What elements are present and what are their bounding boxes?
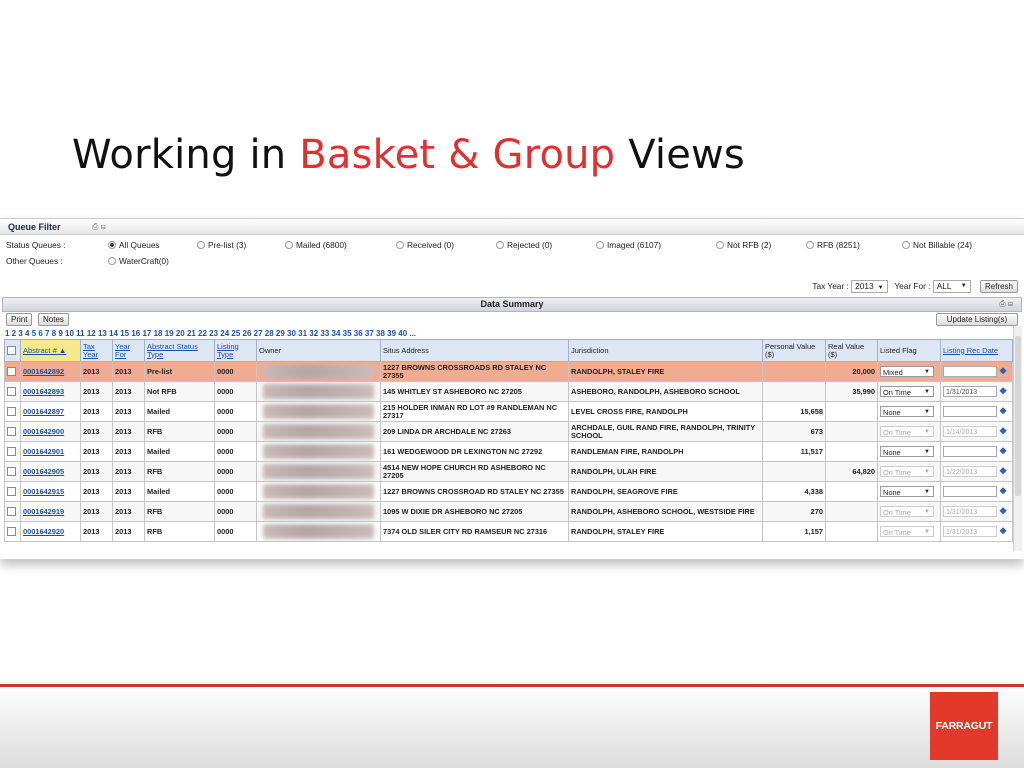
listing-type-cell: 0000 bbox=[215, 422, 257, 442]
chevron-down-icon: ▼ bbox=[924, 389, 930, 395]
redacted-owner bbox=[263, 484, 374, 499]
data-summary-header bbox=[2, 297, 1022, 312]
col-tax-year[interactable]: Tax Year bbox=[81, 340, 113, 362]
col-listing-rec-date[interactable]: Listing Rec Date bbox=[941, 340, 1013, 362]
radio-pre-list[interactable]: Pre-list (3) bbox=[197, 239, 246, 251]
owner-cell bbox=[257, 522, 381, 542]
year-for-cell: 2013 bbox=[113, 402, 145, 422]
checkbox-icon[interactable] bbox=[7, 407, 16, 416]
listed-flag-select[interactable]: Mixed ▼ bbox=[880, 366, 934, 377]
listed-flag-select[interactable]: None ▼ bbox=[880, 486, 934, 497]
radio-not-rfb[interactable]: Not RFB (2) bbox=[716, 239, 771, 251]
jurisdiction-cell: RANDLEMAN FIRE, RANDOLPH bbox=[569, 442, 763, 462]
radio-rejected[interactable]: Rejected (0) bbox=[496, 239, 552, 251]
listed-flag-cell bbox=[878, 362, 941, 382]
chevron-down-icon: ▼ bbox=[924, 409, 930, 415]
listing-type-cell: 0000 bbox=[215, 442, 257, 462]
calendar-icon[interactable]: ❖ bbox=[999, 486, 1008, 496]
radio-all-queues[interactable]: All Queues bbox=[108, 239, 160, 251]
radio-icon[interactable] bbox=[806, 241, 814, 249]
table-row[interactable] bbox=[5, 462, 1013, 482]
calendar-icon[interactable]: ❖ bbox=[999, 386, 1008, 396]
row-select-cell[interactable] bbox=[5, 382, 21, 402]
redacted-owner bbox=[263, 364, 374, 379]
update-listings-button[interactable]: Update Listing(s) bbox=[936, 313, 1018, 326]
other-queues-label: Other Queues : bbox=[6, 256, 63, 266]
checkbox-icon[interactable] bbox=[7, 527, 16, 536]
personal-value-cell bbox=[763, 382, 826, 402]
listing-type-cell: 0000 bbox=[215, 402, 257, 422]
year-for-select[interactable]: ALL ▼ bbox=[933, 280, 971, 293]
real-value-cell bbox=[826, 422, 878, 442]
address-cell: 209 LINDA DR ARCHDALE NC 27263 bbox=[381, 422, 569, 442]
rec-date-cell bbox=[941, 422, 1013, 442]
chevron-down-icon: ▼ bbox=[924, 489, 930, 495]
checkbox-icon[interactable] bbox=[7, 467, 16, 476]
footer-red-line bbox=[0, 684, 1024, 687]
rec-date-input[interactable]: 1/14/2013 bbox=[943, 426, 997, 437]
listed-flag-select[interactable]: None ▼ bbox=[880, 406, 934, 417]
queue-filter-title: Queue Filter bbox=[8, 222, 61, 232]
col-year-for[interactable]: Year For bbox=[113, 340, 145, 362]
col-status-type[interactable]: Abstract Status Type bbox=[145, 340, 215, 362]
col-listing-type[interactable]: Listing Type bbox=[215, 340, 257, 362]
radio-watercraft[interactable]: WaterCraft(0) bbox=[108, 255, 169, 267]
year-for-cell: 2013 bbox=[113, 382, 145, 402]
personal-value-cell: 15,658 bbox=[763, 402, 826, 422]
table-row[interactable] bbox=[5, 362, 1013, 382]
data-summary-table bbox=[4, 339, 1013, 542]
year-for-cell: 2013 bbox=[113, 462, 145, 482]
abstract-link[interactable]: 0001642915 bbox=[21, 482, 81, 502]
rec-date-cell bbox=[941, 442, 1013, 462]
rec-date-cell bbox=[941, 402, 1013, 422]
calendar-icon[interactable]: ❖ bbox=[999, 506, 1008, 516]
year-for-cell: 2013 bbox=[113, 362, 145, 382]
row-select-cell[interactable] bbox=[5, 422, 21, 442]
radio-not-billable[interactable]: Not Billable (24) bbox=[902, 239, 972, 251]
chevron-down-icon: ▼ bbox=[924, 449, 930, 455]
rec-date-cell bbox=[941, 502, 1013, 522]
radio-icon[interactable] bbox=[285, 241, 293, 249]
real-value-cell: 64,820 bbox=[826, 462, 878, 482]
real-value-cell: 20,000 bbox=[826, 362, 878, 382]
slide-title bbox=[72, 132, 745, 178]
row-select-cell[interactable] bbox=[5, 502, 21, 522]
personal-value-cell: 11,517 bbox=[763, 442, 826, 462]
personal-value-cell: 1,157 bbox=[763, 522, 826, 542]
listed-flag-cell bbox=[878, 442, 941, 462]
jurisdiction-cell: RANDOLPH, STALEY FIRE bbox=[569, 522, 763, 542]
rec-date-input[interactable] bbox=[943, 406, 997, 417]
radio-icon[interactable] bbox=[396, 241, 404, 249]
address-cell: 7374 OLD SILER CITY RD RAMSEUR NC 27316 bbox=[381, 522, 569, 542]
real-value-cell bbox=[826, 482, 878, 502]
status-cell: Pre-list bbox=[145, 362, 215, 382]
row-select-cell[interactable] bbox=[5, 482, 21, 502]
tax-year-cell: 2013 bbox=[81, 422, 113, 442]
listing-type-cell: 0000 bbox=[215, 382, 257, 402]
listed-flag-select[interactable]: On Time ▼ bbox=[880, 506, 934, 517]
tax-year-cell: 2013 bbox=[81, 502, 113, 522]
tax-year-cell: 2013 bbox=[81, 442, 113, 462]
rec-date-cell bbox=[941, 462, 1013, 482]
radio-icon[interactable] bbox=[197, 241, 205, 249]
personal-value-cell bbox=[763, 462, 826, 482]
rec-date-cell bbox=[941, 482, 1013, 502]
personal-value-cell: 270 bbox=[763, 502, 826, 522]
abstract-link[interactable]: 0001642920 bbox=[21, 522, 81, 542]
tax-year-select[interactable]: 2013 ▼ bbox=[851, 280, 887, 293]
redacted-owner bbox=[263, 424, 374, 439]
listing-type-cell: 0000 bbox=[215, 362, 257, 382]
abstract-link[interactable]: 0001642919 bbox=[21, 502, 81, 522]
rec-date-cell bbox=[941, 382, 1013, 402]
calendar-icon[interactable]: ❖ bbox=[999, 366, 1008, 376]
listing-type-cell: 0000 bbox=[215, 482, 257, 502]
farragut-logo: FARRAGUT bbox=[930, 692, 998, 760]
rec-date-input[interactable]: 1/31/2013 bbox=[943, 386, 997, 397]
sort-asc-icon: ▲ bbox=[58, 345, 67, 355]
chevron-down-icon: ▼ bbox=[924, 529, 930, 535]
status-cell: Not RFB bbox=[145, 382, 215, 402]
real-value-cell bbox=[826, 402, 878, 422]
status-cell: Mailed bbox=[145, 482, 215, 502]
tax-year-cell: 2013 bbox=[81, 482, 113, 502]
abstract-link[interactable]: 0001642901 bbox=[21, 442, 81, 462]
address-cell: 161 WEDGEWOOD DR LEXINGTON NC 27292 bbox=[381, 442, 569, 462]
table-row[interactable] bbox=[5, 402, 1013, 422]
radio-icon[interactable] bbox=[108, 241, 116, 249]
chevron-down-icon: ▼ bbox=[924, 509, 930, 515]
tax-year-cell: 2013 bbox=[81, 382, 113, 402]
checkbox-icon[interactable] bbox=[7, 387, 16, 396]
queue-filter-header bbox=[0, 219, 1024, 235]
rec-date-input[interactable]: 1/22/2013 bbox=[943, 466, 997, 477]
jurisdiction-cell: RANDOLPH, STALEY FIRE bbox=[569, 362, 763, 382]
checkbox-icon[interactable] bbox=[7, 367, 16, 376]
table-row[interactable] bbox=[5, 382, 1013, 402]
summary-toolbar bbox=[2, 312, 1022, 326]
year-for-cell: 2013 bbox=[113, 422, 145, 442]
status-cell: RFB bbox=[145, 462, 215, 482]
tax-year-cell: 2013 bbox=[81, 402, 113, 422]
listed-flag-select[interactable]: On Time ▼ bbox=[880, 466, 934, 477]
year-for-cell: 2013 bbox=[113, 522, 145, 542]
year-for-cell: 2013 bbox=[113, 482, 145, 502]
col-personal-value: Personal Value ($) bbox=[763, 340, 826, 362]
row-select-cell[interactable] bbox=[5, 522, 21, 542]
jurisdiction-cell: RANDOLPH, SEAGROVE FIRE bbox=[569, 482, 763, 502]
vertical-scrollbar[interactable] bbox=[1013, 326, 1022, 551]
real-value-cell bbox=[826, 442, 878, 462]
owner-cell bbox=[257, 462, 381, 482]
tax-year-cell: 2013 bbox=[81, 362, 113, 382]
abstract-link[interactable]: 0001642900 bbox=[21, 422, 81, 442]
listing-type-cell: 0000 bbox=[215, 462, 257, 482]
address-cell: 145 WHITLEY ST ASHEBORO NC 27205 bbox=[381, 382, 569, 402]
rec-date-input[interactable]: 1/31/2013 bbox=[943, 506, 997, 517]
status-cell: Mailed bbox=[145, 442, 215, 462]
scrollbar-thumb[interactable] bbox=[1015, 336, 1021, 496]
calendar-icon[interactable]: ❖ bbox=[999, 466, 1008, 476]
real-value-cell bbox=[826, 522, 878, 542]
app-screenshot bbox=[0, 218, 1024, 559]
rec-date-cell bbox=[941, 362, 1013, 382]
radio-rfb[interactable]: RFB (8251) bbox=[806, 239, 860, 251]
listed-flag-cell bbox=[878, 422, 941, 442]
notes-button[interactable]: Notes bbox=[38, 313, 69, 326]
redacted-owner bbox=[263, 524, 374, 539]
owner-cell bbox=[257, 502, 381, 522]
table-row[interactable] bbox=[5, 422, 1013, 442]
owner-cell bbox=[257, 422, 381, 442]
chevron-down-icon: ▼ bbox=[924, 429, 930, 435]
calendar-icon[interactable]: ❖ bbox=[999, 426, 1008, 436]
col-jurisdiction: Jurisdiction bbox=[569, 340, 763, 362]
owner-cell bbox=[257, 482, 381, 502]
abstract-link[interactable]: 0001642892 bbox=[21, 362, 81, 382]
status-queues-label: Status Queues : bbox=[6, 240, 66, 250]
radio-icon[interactable] bbox=[902, 241, 910, 249]
col-situs-address: Situs Address bbox=[381, 340, 569, 362]
abstract-link[interactable]: 0001642905 bbox=[21, 462, 81, 482]
chevron-down-icon: ▼ bbox=[960, 283, 967, 290]
personal-value-cell: 673 bbox=[763, 422, 826, 442]
table-row[interactable] bbox=[5, 442, 1013, 462]
jurisdiction-cell: LEVEL CROSS FIRE, RANDOLPH bbox=[569, 402, 763, 422]
jurisdiction-cell: RANDOLPH, ULAH FIRE bbox=[569, 462, 763, 482]
real-value-cell: 35,990 bbox=[826, 382, 878, 402]
table-row[interactable] bbox=[5, 522, 1013, 542]
title-post: Views bbox=[615, 132, 745, 178]
address-cell: 1227 BROWNS CROSSROADS RD STALEY NC 27355 bbox=[381, 362, 569, 382]
listed-flag-select[interactable]: On Time ▼ bbox=[880, 526, 934, 537]
chevron-down-icon: ▼ bbox=[877, 285, 884, 292]
radio-received[interactable]: Received (0) bbox=[396, 239, 454, 251]
status-cell: Mailed bbox=[145, 402, 215, 422]
owner-cell bbox=[257, 382, 381, 402]
listing-type-cell: 0000 bbox=[215, 502, 257, 522]
tax-year-label: Tax Year : bbox=[812, 281, 849, 291]
owner-cell bbox=[257, 362, 381, 382]
status-cell: RFB bbox=[145, 522, 215, 542]
listed-flag-select[interactable]: None ▼ bbox=[880, 446, 934, 457]
address-cell: 4514 NEW HOPE CHURCH RD ASHEBORO NC 27205 bbox=[381, 462, 569, 482]
jurisdiction-cell: ARCHDALE, GUIL RAND FIRE, RANDOLPH, TRINITY SCHOOL bbox=[569, 422, 763, 442]
jurisdiction-cell: ASHEBORO, RANDOLPH, ASHEBORO SCHOOL bbox=[569, 382, 763, 402]
rec-date-input[interactable] bbox=[943, 446, 997, 457]
calendar-icon[interactable]: ❖ bbox=[999, 446, 1008, 456]
chevron-down-icon: ▼ bbox=[924, 469, 930, 475]
address-cell: 215 HOLDER INMAN RD LOT #9 RANDLEMAN NC 27317 bbox=[381, 402, 569, 422]
chevron-down-icon: ▼ bbox=[924, 369, 930, 375]
listed-flag-cell bbox=[878, 382, 941, 402]
footer-band bbox=[0, 684, 1024, 768]
print-icon[interactable]: ⎙ ⊟ bbox=[92, 222, 106, 231]
rec-date-input[interactable] bbox=[943, 486, 997, 497]
redacted-owner bbox=[263, 384, 374, 399]
checkbox-icon[interactable] bbox=[7, 346, 16, 355]
calendar-icon[interactable]: ❖ bbox=[999, 526, 1008, 536]
abstract-link[interactable]: 0001642893 bbox=[21, 382, 81, 402]
row-select-cell[interactable] bbox=[5, 462, 21, 482]
listed-flag-cell bbox=[878, 482, 941, 502]
print-button[interactable]: Print bbox=[6, 313, 32, 326]
refresh-button[interactable]: Refresh bbox=[980, 280, 1018, 293]
listed-flag-select[interactable]: On Time ▼ bbox=[880, 426, 934, 437]
col-abstract[interactable]: Abstract # ▲ bbox=[21, 340, 81, 362]
radio-imaged[interactable]: Imaged (6107) bbox=[596, 239, 661, 251]
year-for-cell: 2013 bbox=[113, 442, 145, 462]
tax-year-bar bbox=[812, 279, 1018, 293]
listed-flag-select[interactable]: On Time ▼ bbox=[880, 386, 934, 397]
select-all-cell[interactable] bbox=[5, 340, 21, 362]
listed-flag-cell bbox=[878, 402, 941, 422]
tax-year-cell: 2013 bbox=[81, 462, 113, 482]
address-cell: 1227 BROWNS CROSSROAD RD STALEY NC 27355 bbox=[381, 482, 569, 502]
jurisdiction-cell: RANDOLPH, ASHEBORO SCHOOL, WESTSIDE FIRE bbox=[569, 502, 763, 522]
abstract-link[interactable]: 0001642897 bbox=[21, 402, 81, 422]
row-select-cell[interactable] bbox=[5, 362, 21, 382]
tax-year-cell: 2013 bbox=[81, 522, 113, 542]
calendar-icon[interactable]: ❖ bbox=[999, 406, 1008, 416]
personal-value-cell: 4,338 bbox=[763, 482, 826, 502]
title-pre: Working in bbox=[72, 132, 300, 178]
pagination[interactable]: 1 2 3 4 5 6 7 8 9 10 11 12 13 14 15 16 17 18 19 20 21 22 23 24 25 26 27 28 29 30 31 32 33 34 35 36 37 38 39 40 ... bbox=[5, 329, 417, 338]
status-cell: RFB bbox=[145, 502, 215, 522]
redacted-owner bbox=[263, 444, 374, 459]
checkbox-icon[interactable] bbox=[7, 447, 16, 456]
redacted-owner bbox=[263, 404, 374, 419]
radio-icon[interactable] bbox=[716, 241, 724, 249]
redacted-owner bbox=[263, 504, 374, 519]
row-select-cell[interactable] bbox=[5, 402, 21, 422]
col-owner: Owner bbox=[257, 340, 381, 362]
listed-flag-cell bbox=[878, 522, 941, 542]
row-select-cell[interactable] bbox=[5, 442, 21, 462]
table-row[interactable] bbox=[5, 482, 1013, 502]
owner-cell bbox=[257, 402, 381, 422]
col-real-value: Real Value ($) bbox=[826, 340, 878, 362]
radio-icon[interactable] bbox=[496, 241, 504, 249]
table-header-row bbox=[5, 340, 1013, 362]
real-value-cell bbox=[826, 502, 878, 522]
title-accent: Basket & Group bbox=[299, 132, 616, 178]
radio-icon[interactable] bbox=[596, 241, 604, 249]
year-for-cell: 2013 bbox=[113, 502, 145, 522]
personal-value-cell bbox=[763, 362, 826, 382]
listing-type-cell: 0000 bbox=[215, 522, 257, 542]
rec-date-input[interactable] bbox=[943, 366, 997, 377]
owner-cell bbox=[257, 442, 381, 462]
checkbox-icon[interactable] bbox=[7, 427, 16, 436]
checkbox-icon[interactable] bbox=[7, 487, 16, 496]
radio-icon[interactable] bbox=[108, 257, 116, 265]
year-for-label: Year For : bbox=[894, 281, 931, 291]
listed-flag-cell bbox=[878, 502, 941, 522]
status-cell: RFB bbox=[145, 422, 215, 442]
radio-mailed[interactable]: Mailed (6800) bbox=[285, 239, 347, 251]
data-summary-title: Data Summary bbox=[480, 299, 544, 309]
rec-date-input[interactable]: 1/31/2013 bbox=[943, 526, 997, 537]
checkbox-icon[interactable] bbox=[7, 507, 16, 516]
redacted-owner bbox=[263, 464, 374, 479]
listed-flag-cell bbox=[878, 462, 941, 482]
address-cell: 1095 W DIXIE DR ASHEBORO NC 27205 bbox=[381, 502, 569, 522]
rec-date-cell bbox=[941, 522, 1013, 542]
table-row[interactable] bbox=[5, 502, 1013, 522]
print-icon[interactable]: ⎙ ⊟ bbox=[999, 299, 1013, 308]
col-listed-flag: Listed Flag bbox=[878, 340, 941, 362]
